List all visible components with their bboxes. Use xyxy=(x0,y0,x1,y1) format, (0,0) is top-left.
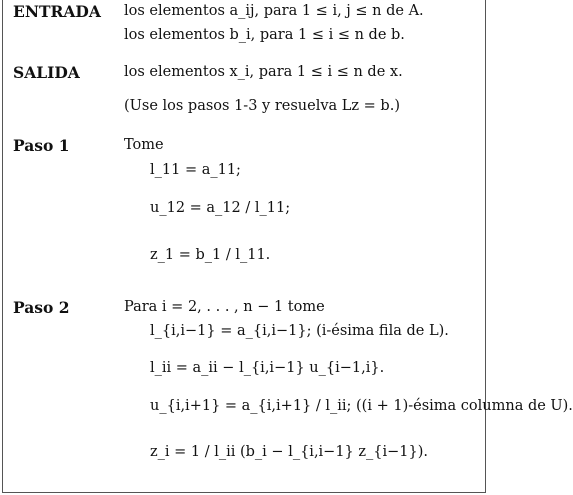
paso2-eq-zi: z_i = 1 / l_ii (b_i − l_{i,i−1} z_{i−1}). xyxy=(150,444,429,460)
paso2-eq-uii1: u_{i,i+1} = a_{i,i+1} / l_ii; ((i + 1)-ésima columna de U). xyxy=(150,398,573,414)
entrada-label: ENTRADA xyxy=(13,2,101,21)
salida-label: SALIDA xyxy=(13,63,80,82)
paso1-label: Paso 1 xyxy=(13,136,70,155)
entrada-line-1: los elementos a_ij, para 1 ≤ i, j ≤ n de A. xyxy=(124,3,424,19)
paso2-eq-lii: l_ii = a_ii − l_{i,i−1} u_{i−1,i}. xyxy=(150,360,385,376)
entrada-line-2: los elementos b_i, para 1 ≤ i ≤ n de b. xyxy=(124,27,405,43)
paso2-label: Paso 2 xyxy=(13,298,70,317)
paso1-eq-z1: z_1 = b_1 / l_11. xyxy=(150,247,271,263)
salida-line-1: los elementos x_i, para 1 ≤ i ≤ n de x. xyxy=(124,64,403,80)
paso1-eq-l11: l_11 = a_11; xyxy=(150,162,241,178)
paso2-intro: Para i = 2, . . . , n − 1 tome xyxy=(124,299,325,315)
paso1-intro: Tome xyxy=(124,137,164,153)
salida-line-2: (Use los pasos 1-3 y resuelva Lz = b.) xyxy=(124,98,400,114)
paso1-eq-u12: u_12 = a_12 / l_11; xyxy=(150,200,291,216)
algorithm-box xyxy=(2,0,573,493)
paso2-eq-lii-1: l_{i,i−1} = a_{i,i−1}; (i-ésima fila de L). xyxy=(150,323,449,339)
